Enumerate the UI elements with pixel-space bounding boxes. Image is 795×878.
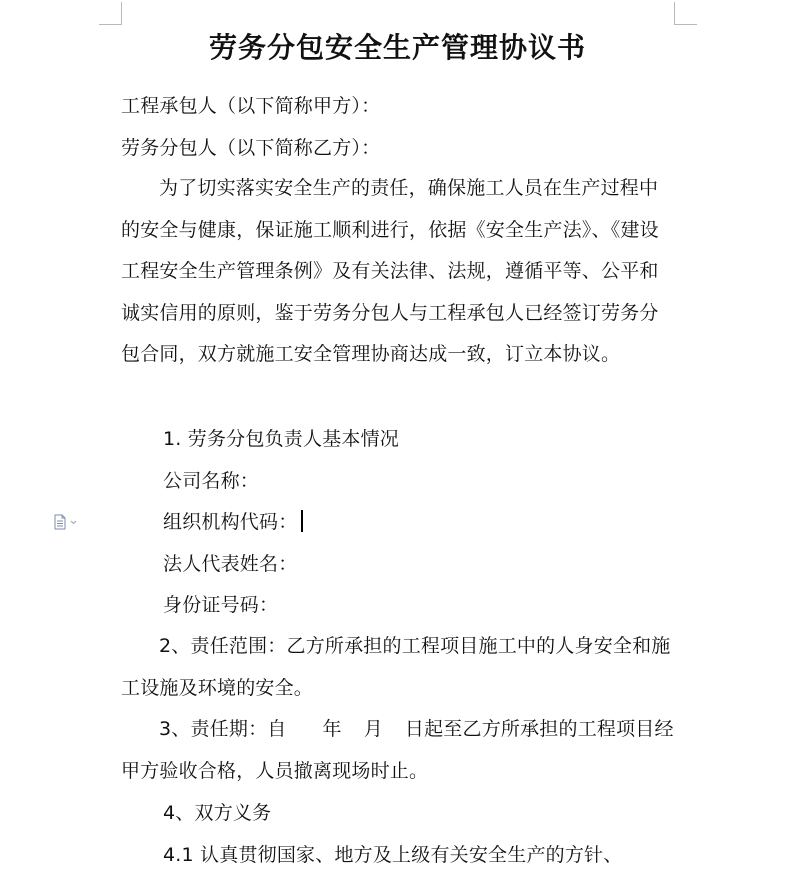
crop-mark-top-left — [99, 2, 122, 25]
section4-heading: 4、双方义务 — [163, 802, 272, 824]
party-b-line: 劳务分包人（以下简称乙方）： — [121, 137, 381, 159]
section1-heading: 1. 劳务分包负责人基本情况 — [163, 428, 399, 450]
document-title: 劳务分包安全生产管理协议书 — [208, 31, 586, 64]
party-a-line: 工程承包人（以下简称甲方）： — [121, 95, 381, 117]
crop-mark-top-right — [674, 2, 697, 25]
section4-item-4-1: 4.1 认真贯彻国家、地方及上级有关安全生产的方针、 — [163, 844, 623, 866]
preamble-paragraph: 为了切实落实安全生产的责任，确保施工人员在生产过程中的安全与健康，保证施工顺利进行，依据《安全生产法》、《建设工程安全生产管理条例》及有关法律、法规，遵循平等、公平和诚实信用的原则，鉴于劳务分包人与工程承包人已经签订劳务分包合同，双方就施工安全管理协商达成一致，订立本协议。 — [121, 177, 659, 365]
text-cursor — [301, 510, 303, 532]
section3-paragraph — [121, 709, 674, 792]
org-code-row — [163, 509, 723, 535]
legal-rep-field[interactable]: 法人代表姓名： — [163, 553, 298, 575]
section3-lead: 3、责任期：自 — [159, 718, 287, 740]
section3-rest: 日起至乙方所承担的工程项目经甲方验收合格，人员撤离现场时止。 — [121, 718, 674, 782]
section3-year: 年 — [322, 718, 342, 740]
document-icon[interactable] — [53, 514, 79, 530]
section2-paragraph: 2、责任范围：乙方所承担的工程项目施工中的人身安全和施工设施及环境的安全。 — [121, 635, 671, 699]
company-name-field[interactable]: 公司名称： — [163, 470, 260, 492]
id-number-field[interactable]: 身份证号码： — [163, 594, 279, 616]
section3-month: 月 — [363, 718, 383, 740]
org-code-field[interactable]: 组织机构代码： — [163, 511, 298, 533]
